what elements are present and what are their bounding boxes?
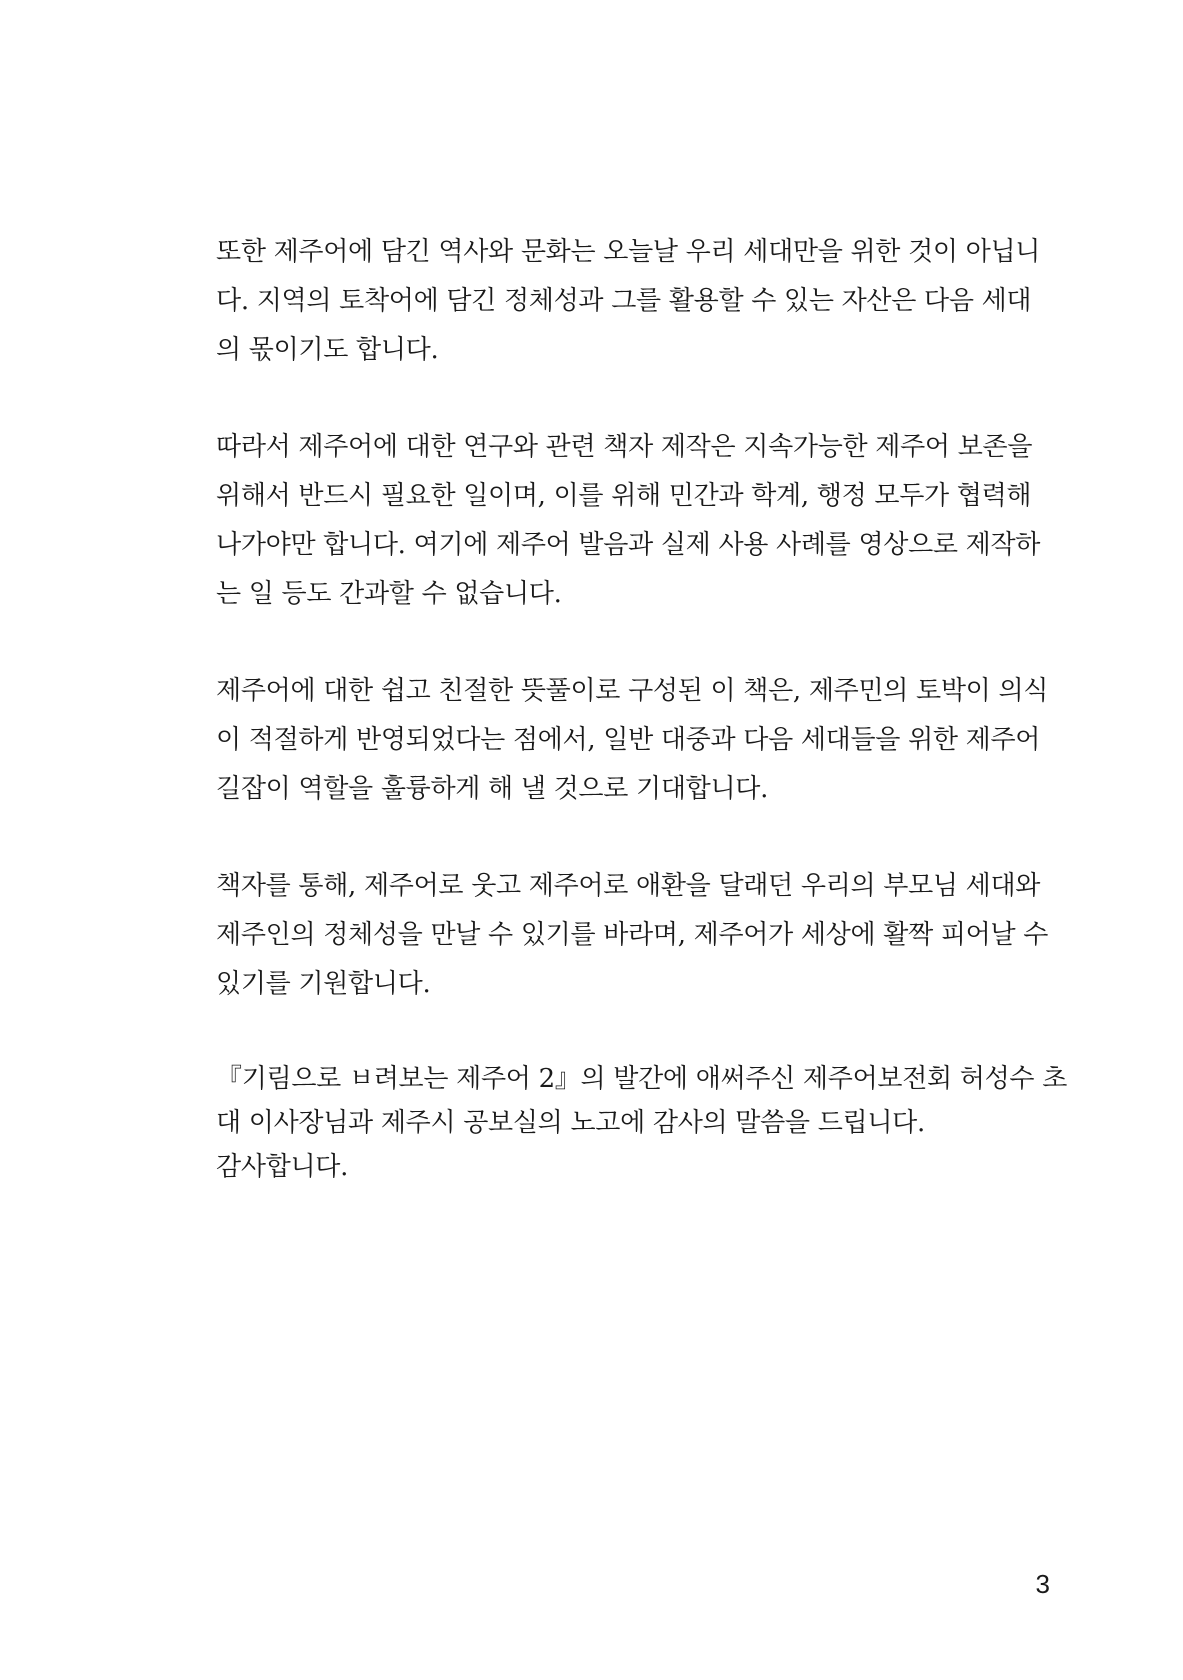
text-line: 위해서 반드시 필요한 일이며, 이를 위해 민간과 학계, 행정 모두가 협력해	[216, 481, 1032, 511]
text-line: 의 몫이기도 합니다.	[216, 335, 439, 365]
text-line: 또한 제주어에 담긴 역사와 문화는 오늘날 우리 세대만을 위한 것이 아닙니	[216, 237, 1041, 267]
text-line: 있기를 기원합니다.	[216, 969, 431, 999]
text-line: 제주어에 대한 쉽고 친절한 뜻풀이로 구성된 이 책은, 제주민의 토박이 의식	[216, 676, 1049, 706]
paragraph-3	[216, 667, 1049, 814]
paragraph-2	[216, 423, 1041, 619]
text-line: 감사합니다.	[216, 1152, 349, 1182]
text-line: 『기림으로 ㅂ려보는 제주어 2』의 발간에 애써주신 제주어보전회 허성수 초	[216, 1064, 1068, 1094]
text-line: 는 일 등도 간과할 수 없습니다.	[216, 579, 562, 609]
text-line: 대 이사장님과 제주시 공보실의 노고에 감사의 말씀을 드립니다.	[216, 1108, 925, 1138]
text-line: 따라서 제주어에 대한 연구와 관련 책자 제작은 지속가능한 제주어 보존을	[216, 432, 1033, 462]
paragraph-1	[216, 228, 1041, 375]
paragraph-5	[216, 1057, 1068, 1189]
text-line: 책자를 통해, 제주어로 웃고 제주어로 애환을 달래던 우리의 부모님 세대와	[216, 871, 1041, 901]
paragraph-4	[216, 862, 1049, 1009]
text-line: 이 적절하게 반영되었다는 점에서, 일반 대중과 다음 세대들을 위한 제주어	[216, 725, 1041, 755]
text-line: 길잡이 역할을 훌륭하게 해 낼 것으로 기대합니다.	[216, 774, 769, 804]
page-number: 3	[1035, 1569, 1050, 1599]
text-line: 나가야만 합니다. 여기에 제주어 발음과 실제 사용 사례를 영상으로 제작하	[216, 530, 1041, 560]
body-text	[216, 228, 1068, 1237]
text-line: 제주인의 정체성을 만날 수 있기를 바라며, 제주어가 세상에 활짝 피어날 수	[216, 920, 1049, 950]
text-line: 다. 지역의 토착어에 담긴 정체성과 그를 활용할 수 있는 자산은 다음 세대	[216, 286, 1032, 316]
